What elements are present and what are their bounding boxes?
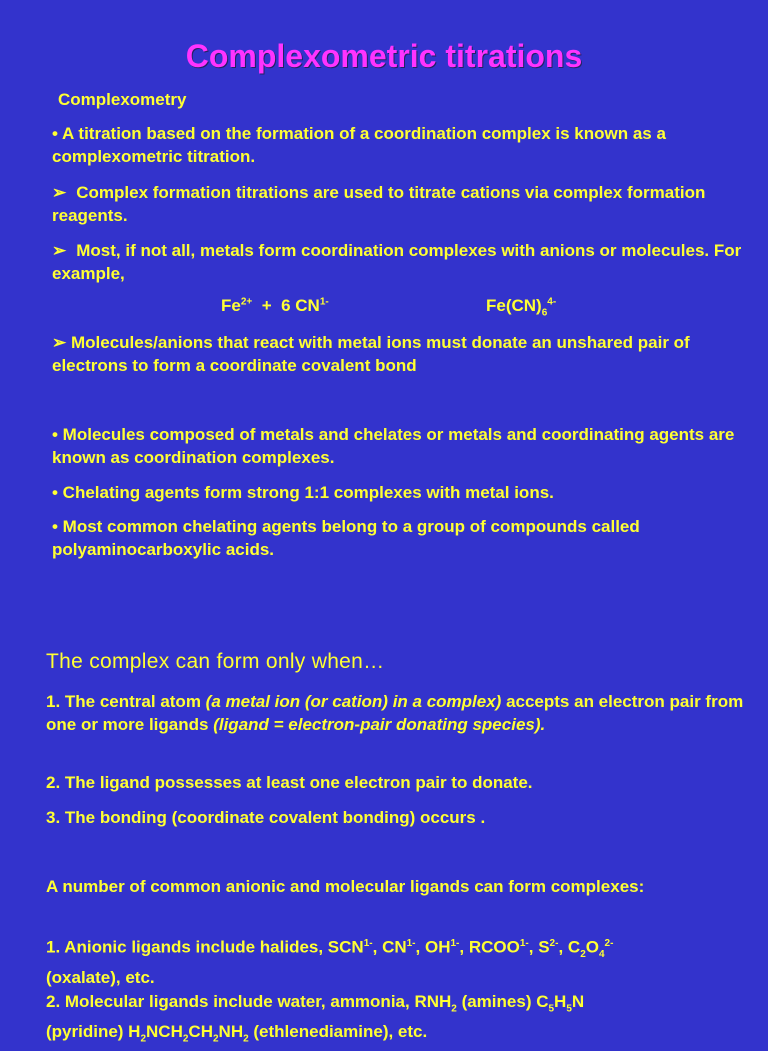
bullet-donate-electrons (52, 331, 742, 377)
bullet-text: Most, if not all, metals form coordination complexes with anions or molecules. For example, (52, 241, 742, 283)
section-heading: The complex can form only when… (46, 650, 385, 673)
condition-1: 1. The central atom (a metal ion (or cation) in a complex) accepts an electron pair from one or more ligands (ligand = electron-pair donating species). (46, 692, 744, 734)
condition-3: 3. The bonding (coordinate covalent bonding) occurs . (46, 808, 486, 827)
paragraph-coordination-complexes: • Molecules composed of metals and chelates or metals and coordinating agents are known as coordination complexes. (52, 425, 735, 467)
subtitle: Complexometry (58, 90, 187, 109)
anionic-ligands: 1. Anionic ligands include halides, $SCN^{1-}$, $CN^{1-}$, $OH^{1-}$, $RCOO^{1-}$, $S^{2-}$, $C_2O_4^{2-}$ (oxalate), etc. (46, 937, 614, 988)
bullet-metals-form-complexes (52, 239, 742, 285)
bullet-text: Molecules/anions that react with metal ions must donate an unshared pair of electrons to form a coordinate covalent bond (52, 333, 690, 375)
paragraph-chelating-agents: • Chelating agents form strong 1:1 complexes with metal ions. (52, 483, 554, 502)
bullet-text: Complex formation titrations are used to titrate cations via complex formation reagents. (52, 183, 706, 225)
arrow-bullet-icon: ➢ (52, 183, 67, 202)
arrow-bullet-icon: ➢ (52, 333, 67, 352)
molecular-ligands: 2. Molecular ligands include water, ammonia, $RNH_2$ (amines) $C_5H_5N$ (pyridine) $H_2NCH_2CH_2NH_2$ (ethlenediamine), etc. (46, 992, 585, 1045)
condition-2: 2. The ligand possesses at least one electron pair to donate. (46, 773, 533, 792)
arrow-bullet-icon: ➢ (52, 241, 67, 260)
equation-product: $Fe(CN)_6^{4-}$ (486, 296, 557, 319)
bullet-complex-formation (52, 181, 742, 227)
slide-title: Complexometric titrations (185, 38, 583, 74)
paragraph-definition: • A titration based on the formation of a coordination complex is known as a complexometric titration. (52, 124, 666, 166)
equation-reactants: $Fe^{2+} + 6$ $CN^{1-}$ (221, 296, 329, 315)
ligands-intro: A number of common anionic and molecular ligands can form complexes: (46, 877, 645, 896)
paragraph-polyaminocarboxylic: • Most common chelating agents belong to a group of compounds called polyaminocarboxylic acids. (52, 517, 640, 559)
